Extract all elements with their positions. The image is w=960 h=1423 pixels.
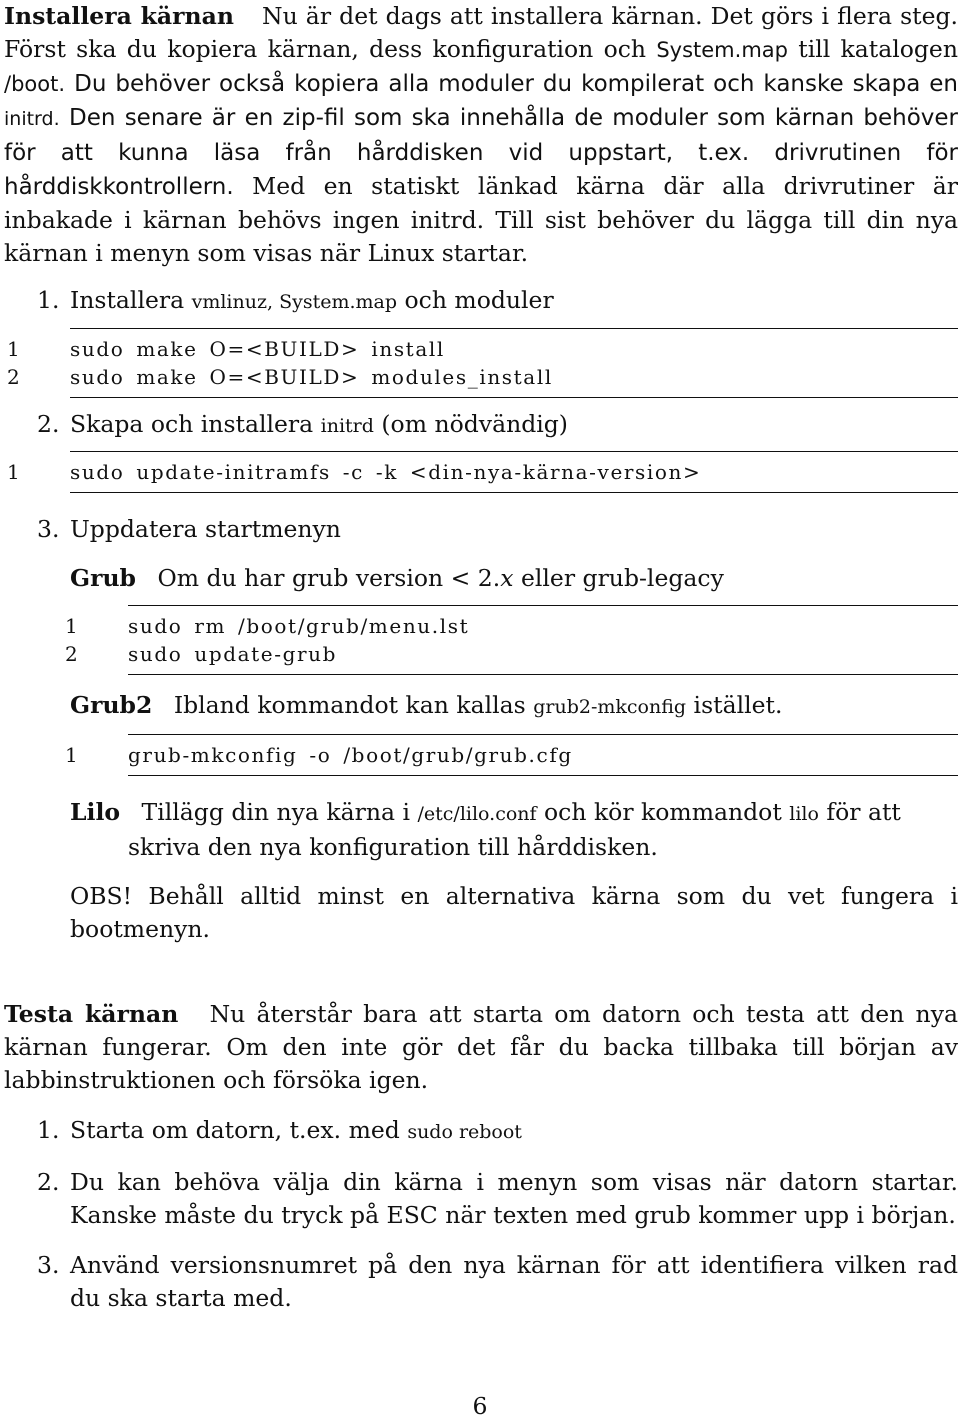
grub-entry: [70, 562, 958, 595]
intro-text-5: Med en statiskt länkad kärna där alla drivrutiner är inbakade i kärnan behövs ingen initrd. Till sist behöver du lägga till din nya kärnan i menyn som visas när Linux startar.: [4, 172, 958, 267]
grub2-text: Ibland kommandot kan kallas: [173, 691, 526, 719]
code-lines: [7, 452, 958, 492]
intro-text-2c: till katalogen: [798, 35, 958, 63]
lilo-heading: Lilo: [70, 798, 121, 826]
intro-text-3a: Du behöver också kopiera alla moduler du kompilerat och kanske skapa en: [74, 71, 958, 97]
lilo-text-f: skriva den nya konfiguration till hårddisken.: [128, 833, 658, 861]
intro-text-2a: Först ska du kopiera kärnan, dess konfiguration och: [4, 35, 647, 63]
item-text: Använd versionsnumret på den nya kärnan för att identifiera vilken rad du ska starta med.: [70, 1251, 958, 1312]
code-block-initramfs: [7, 451, 958, 493]
grub-text-end: eller grub-legacy: [520, 564, 724, 592]
grub-text-x: x: [500, 564, 514, 592]
item-inline-code: sudo reboot: [407, 1121, 522, 1143]
lilo-text-e: för att: [826, 798, 901, 826]
step-inline-code: vmlinuz, System.map: [191, 291, 398, 313]
code-block-grub2: [65, 734, 958, 776]
intro-text-4: Den senare är en zip-fil som ska innehålla de moduler som kärnan behöver för att kunna läsa från hårddisken vid uppstart, t.ex. drivrutinen för hårddiskkontrollern.: [4, 105, 958, 200]
code-text: grub-mkconfig -o /boot/grub/grub.cfg: [128, 743, 573, 767]
list-item: [37, 1166, 958, 1232]
lilo-continuation: [128, 831, 958, 864]
section-text: Nu återstår bara att starta om datorn och testa att den nya kärnan fungerar. Om den inte gör det får du backa tillbaka till början av labbinstruktionen och försöka igen.: [4, 1000, 958, 1094]
item-number: 2.: [37, 1168, 60, 1196]
step-number: 2.: [37, 410, 60, 438]
lilo-inline-code-path: /etc/lilo.conf: [417, 803, 537, 825]
code-lines: [65, 735, 958, 775]
lilo-text-c: och kör kommandot: [544, 798, 782, 826]
code-line: [65, 741, 958, 769]
inline-code-boot: /boot.: [4, 72, 66, 96]
lilo-text: Tillägg din nya kärna i: [141, 798, 411, 826]
code-line: [65, 640, 958, 668]
step-inline-code: initrd: [320, 415, 374, 437]
rule-bottom: [70, 492, 958, 493]
grub-text: Om du har grub version < 2.: [157, 564, 501, 592]
line-number: 1: [7, 460, 20, 484]
step-2: [37, 408, 958, 443]
step-1: [37, 284, 958, 319]
step-text: Uppdatera startmenyn: [70, 515, 341, 543]
code-text: sudo make O=<BUILD> modules_install: [70, 365, 553, 389]
code-block-install: [7, 328, 958, 398]
code-line: [7, 335, 958, 363]
rule-bottom: [128, 775, 958, 776]
step-text: Installera: [70, 286, 185, 314]
line-number: 2: [65, 642, 78, 666]
code-text: sudo update-initramfs -c -k <din-nya-kärna-version>: [70, 460, 702, 484]
code-line: [7, 363, 958, 391]
code-text: sudo rm /boot/grub/menu.lst: [128, 614, 470, 638]
page-number: 6: [472, 1392, 488, 1420]
grub2-inline-code: grub2-mkconfig: [533, 696, 687, 718]
rule-bottom: [128, 674, 958, 675]
grub-heading: Grub: [70, 564, 136, 592]
section-testa-intro: [4, 998, 958, 1097]
obs-text: OBS! Behåll alltid minst en alternativa kärna som du vet fungera i bootmenyn.: [70, 882, 958, 943]
list-item: [37, 1114, 958, 1149]
intro-text: Nu är det dags att installera kärnan. Det görs i flera steg.: [262, 2, 958, 30]
inline-code-initrd: initrd.: [4, 108, 60, 130]
step-text: Skapa och installera: [70, 410, 314, 438]
item-text: Du kan behöva välja din kärna i menyn som visas när datorn startar. Kanske måste du tryck på ESC när texten med grub kommer upp i början.: [70, 1168, 958, 1229]
grub2-text-end: istället.: [693, 691, 783, 719]
lilo-entry: [70, 796, 958, 831]
lilo-inline-code-cmd: lilo: [789, 803, 819, 825]
code-lines: [65, 606, 958, 674]
section-heading: Installera kärnan: [4, 2, 234, 30]
grub2-heading: Grub2: [70, 691, 153, 719]
grub2-entry: [70, 689, 958, 724]
inline-code-system-map: System.map: [656, 38, 788, 62]
list-item: [37, 1249, 958, 1315]
code-line: [65, 612, 958, 640]
code-text: sudo make O=<BUILD> install: [70, 337, 445, 361]
item-number: 1.: [37, 1116, 60, 1144]
line-number: 2: [7, 365, 20, 389]
code-block-grub: [65, 605, 958, 675]
line-number: 1: [65, 743, 78, 767]
rule-bottom: [70, 397, 958, 398]
obs-note: [70, 880, 958, 946]
code-text: sudo update-grub: [128, 642, 338, 666]
section-installera-intro: [4, 0, 958, 270]
item-text: Starta om datorn, t.ex. med: [70, 1116, 400, 1144]
step-3: [37, 513, 958, 546]
step-text-end: och moduler: [404, 286, 554, 314]
code-line: [7, 458, 958, 486]
step-text-end: (om nödvändig): [381, 410, 568, 438]
line-number: 1: [65, 614, 78, 638]
step-number: 3.: [37, 515, 60, 543]
item-number: 3.: [37, 1251, 60, 1279]
step-number: 1.: [37, 286, 60, 314]
code-lines: [7, 329, 958, 397]
document-page: [4, 0, 958, 1315]
section-heading: Testa kärnan: [4, 1000, 179, 1028]
line-number: 1: [7, 337, 20, 361]
